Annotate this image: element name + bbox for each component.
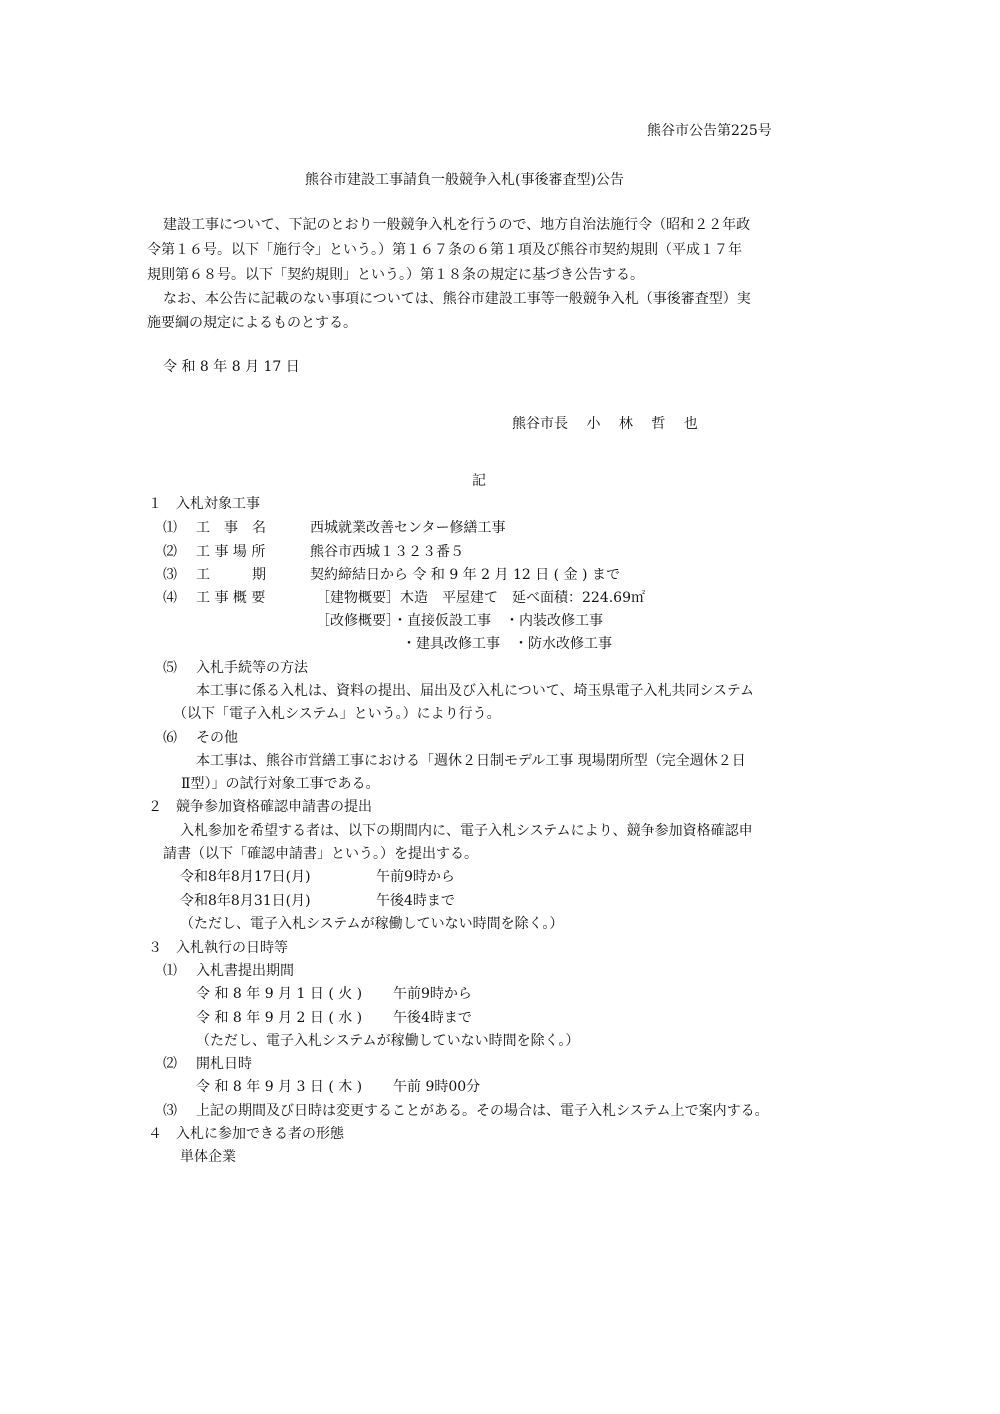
s1-item5-num: ⑸ xyxy=(163,660,177,676)
s2-time1: 午前9時から xyxy=(376,869,455,885)
s1-item6-label: その他 xyxy=(196,730,238,746)
s1-item6-line2: Ⅱ型）」の試行対象工事である。 xyxy=(181,776,380,792)
s1-item2-label: 工 事 場 所 xyxy=(196,544,266,560)
s3-item1-note: （ただし、電子入札システムが稼働していない時間を除く。） xyxy=(196,1033,580,1049)
s1-item1-value: 西城就業改善センター修繕工事 xyxy=(310,520,506,536)
s3-item1-date2: 令 和 8 年 9 月 2 日 ( 水 ) xyxy=(196,1010,363,1026)
s1-item2-value: 熊谷市西城１３２３番５ xyxy=(310,544,464,560)
s3-item1-time1: 午前9時から xyxy=(393,986,472,1002)
ki-heading: 記 xyxy=(472,473,486,489)
s3-item3-text: 上記の期間及び日時は変更することがある。その場合は、電子入札システム上で案内する。 xyxy=(196,1103,769,1119)
s3-item2-date: 令 和 8 年 9 月 3 日 ( 木 ) xyxy=(196,1079,363,1095)
s1-item1-num: ⑴ xyxy=(163,520,177,536)
s1-item3-label: 工 期 xyxy=(196,567,266,583)
intro-p1-line2: 令第１６号。以下「施行令」という。）第１６７条の６第１項及び熊谷市契約規則（平成１７年 xyxy=(147,242,742,258)
s3-item3-num: ⑶ xyxy=(163,1103,177,1119)
s1-item5-label: 入札手続等の方法 xyxy=(196,660,308,676)
s1-item4-value3: ・建具改修工事 ・防水改修工事 xyxy=(402,636,612,652)
document-title: 熊谷市建設工事請負一般競争入札(事後審査型)公告 xyxy=(305,172,624,188)
intro-p2-line2: 施要綱の規定によるものとする。 xyxy=(147,315,357,331)
s1-item6-num: ⑹ xyxy=(163,730,177,746)
section2-heading: ２ 競争参加資格確認申請書の提出 xyxy=(148,799,372,815)
s1-item4-label: 工 事 概 要 xyxy=(196,590,266,606)
section1-heading: １ 入札対象工事 xyxy=(148,496,260,512)
s3-item2-num: ⑵ xyxy=(163,1056,177,1072)
s1-item3-num: ⑶ xyxy=(163,567,177,583)
s2-date2: 令和8年8月31日(月) xyxy=(180,893,311,909)
s3-item2-label: 開札日時 xyxy=(196,1056,252,1072)
s2-time2: 午後4時まで xyxy=(376,893,455,909)
s1-item4-value2: ［改修概要］・直接仮設工事 ・内装改修工事 xyxy=(316,613,603,629)
notice-number: 熊谷市公告第225号 xyxy=(647,123,772,139)
section4-heading: ４ 入札に参加できる者の形態 xyxy=(148,1126,344,1142)
s3-item1-num: ⑴ xyxy=(163,963,177,979)
s3-item2-time: 午前 9時00分 xyxy=(393,1079,481,1095)
s1-item1-label: 工 事 名 xyxy=(196,520,266,536)
s1-item4-value1: ［建物概要］木造 平屋建て 延べ面積：224.69㎡ xyxy=(316,590,645,606)
s4-value: 単体企業 xyxy=(180,1149,236,1165)
s1-item5-line1: 本工事に係る入札は、資料の提出、届出及び入札について、埼玉県電子入札共同システム xyxy=(196,683,755,699)
s1-item3-value: 契約締結日から 令 和 9 年 2 月 12 日 ( 金 ) まで xyxy=(310,567,620,583)
mayor-name: 熊谷市長 小 林 哲 也 xyxy=(512,416,698,432)
s2-line1: 入札参加を希望する者は、以下の期間内に、電子入札システムにより、競争参加資格確認申 xyxy=(180,823,753,839)
s2-line2: 請書（以下「確認申請書」という。）を提出する。 xyxy=(163,846,478,862)
intro-p1-line3: 規則第６８号。以下「契約規則」という。）第１８条の規定に基づき公告する。 xyxy=(147,267,644,283)
section3-heading: ３ 入札執行の日時等 xyxy=(148,940,288,956)
s1-item2-num: ⑵ xyxy=(163,544,177,560)
s2-date1: 令和8年8月17日(月) xyxy=(180,869,311,885)
notice-date: 令 和 8 年 8 月 17 日 xyxy=(163,359,300,375)
s3-item1-date1: 令 和 8 年 9 月 1 日 ( 火 ) xyxy=(196,986,363,1002)
intro-p2-line1: なお、本公告に記載のない事項については、熊谷市建設工事等一般競争入札（事後審査型）実 xyxy=(163,291,751,307)
s3-item1-label: 入札書提出期間 xyxy=(196,963,294,979)
s3-item1-time2: 午後4時まで xyxy=(393,1010,472,1026)
s2-note: （ただし、電子入札システムが稼働していない時間を除く。） xyxy=(180,916,564,932)
intro-p1-line1: 建設工事について、下記のとおり一般競争入札を行うので、地方自治法施行令（昭和２２年政 xyxy=(163,217,751,233)
s1-item5-line2: （以下「電子入札システム」という。）により行う。 xyxy=(173,706,501,722)
s1-item4-num: ⑷ xyxy=(163,590,177,606)
s1-item6-line1: 本工事は、熊谷市営繕工事における「週休２日制モデル工事 現場閉所型（完全週休２日 xyxy=(196,753,746,769)
